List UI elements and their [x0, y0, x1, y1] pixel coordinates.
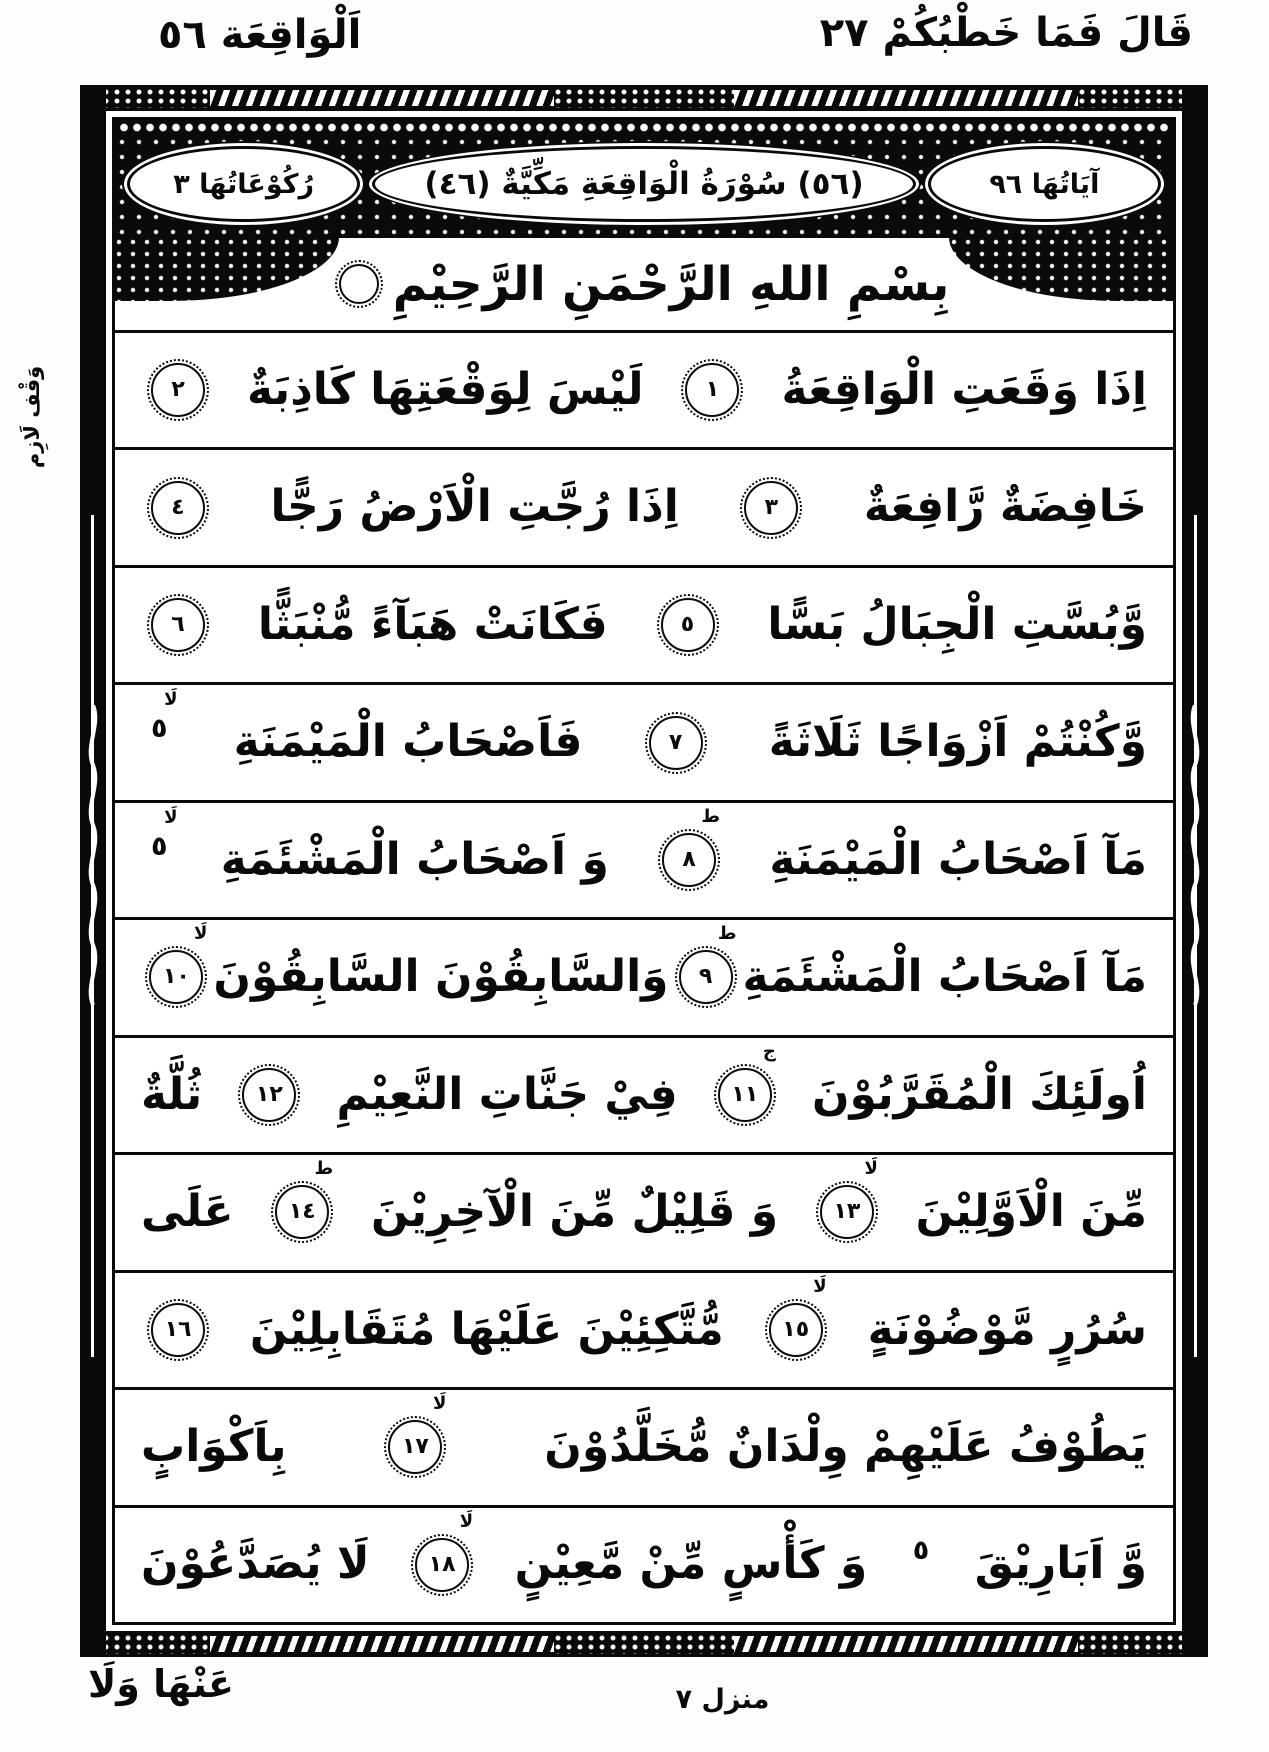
aya-number: ١١ [731, 1081, 759, 1107]
aya-number-circle [820, 1158, 878, 1239]
aya-number: ٧ [668, 729, 683, 755]
aya-number: ٤ [171, 494, 185, 520]
small-stop-mark [151, 806, 178, 862]
bismillah-text: بِسْمِ اللهِ الرَّحْمَنِ الرَّحِيْمِ [392, 256, 950, 312]
verse-text: وَ اَصْحَابُ الْمَشْئَمَةِ [220, 833, 609, 885]
aya-number: ١٢ [255, 1081, 283, 1107]
aya-number: ١٧ [401, 1434, 429, 1460]
waqf-mark: لَا [813, 1275, 827, 1297]
aya-number-circle [388, 1393, 447, 1474]
verse-text: لَيْسَ لِوَقْعَتِهَا كَاذِبَةٌ [247, 363, 644, 415]
bead-row-ornament [118, 122, 1170, 133]
verse-text: وَالسَّابِقُوْنَ السَّابِقُوْنَ [213, 951, 669, 1003]
verse-text: فِيْ جَنَّاتِ النَّعِيْمِ [336, 1068, 678, 1120]
small-stop-mark [151, 689, 178, 745]
corner-ornament-icon [949, 237, 1174, 301]
quran-line [115, 447, 1173, 564]
aya-number-circle [415, 1510, 474, 1592]
aya-number: ١٠ [162, 964, 190, 990]
aya-number-circle [151, 598, 205, 652]
text-area-frame [112, 117, 1176, 1625]
aya-number: ٥ [680, 612, 695, 638]
quran-line [115, 1387, 1173, 1504]
waqf-mark: لَا [432, 1393, 447, 1415]
ayat-count-cartouche [928, 146, 1161, 222]
verse-text: بِاَكْوَابٍ [141, 1421, 287, 1472]
aya-number-circle [151, 363, 205, 417]
verse-text: فَاَصْحَابُ الْمَيْمَنَةِ [233, 716, 583, 768]
verse-text: وَّبُسَّتِ الْجِبَالُ بَسًّا [767, 598, 1147, 650]
aya-number: ١٣ [833, 1199, 861, 1225]
waqf-mark: ط [314, 1158, 334, 1180]
small-stop-glyph: ٥ [912, 1535, 930, 1567]
verse-text: مَآ اَصْحَابُ الْمَيْمَنَةِ [769, 833, 1147, 885]
vine-ornament-icon [1186, 705, 1204, 1005]
aya-number-circle [662, 806, 721, 887]
verse-text: وَ كَأْسٍ مِّنْ مَّعِيْنٍ [514, 1538, 868, 1590]
small-stop-glyph: ٥ [151, 713, 168, 745]
rukuat-count-label: رُكُوْعَاتُهَا ٣ [173, 168, 315, 200]
aya-number-circle [769, 1275, 827, 1357]
bismillah [339, 257, 949, 312]
small-stop-glyph: ٥ [151, 830, 168, 862]
page-header-surah-label: اَلْوَاقِعَة ٥٦ [158, 12, 362, 58]
bottom-border-ornament [80, 1631, 1208, 1657]
waqf-mark: ط [701, 806, 721, 828]
page-header-juz-label: قَالَ فَمَا خَطْبُكُمْ ٢٧ [819, 10, 1193, 56]
aya-number: ٨ [682, 847, 696, 873]
small-stop-mark [913, 1535, 929, 1566]
quran-line [115, 800, 1173, 917]
aya-number: ٩ [698, 964, 713, 990]
verse-text: فَكَانَتْ هَبَآءً مُّنْبَثًّا [257, 598, 608, 650]
aya-number-circle [679, 923, 737, 1004]
aya-number-circle [242, 1068, 296, 1122]
aya-number-circle [275, 1158, 334, 1239]
ayat-count-label: آيَاتُهَا ٩٦ [989, 168, 1100, 200]
waqf-mark: لَا [164, 806, 178, 828]
top-border-ornament [80, 85, 1208, 111]
verse-text: خَافِضَةٌ رَّافِعَةٌ [863, 481, 1147, 533]
aya-number: ٢ [171, 377, 185, 403]
quran-line [115, 682, 1173, 799]
verse-text: مُّتَّكِئِيْنَ عَلَيْهَا مُتَقَابِلِيْنَ [249, 1303, 724, 1355]
quran-line [115, 1505, 1173, 1622]
rope-stripe-ornament [210, 90, 554, 106]
aya-number: ١٤ [288, 1199, 316, 1225]
surah-name-label: (٥٦) سُوْرَةُ الْوَاقِعَةِ مَكِّيَّةٌ (٤٦) [424, 166, 864, 202]
waqf-mark: لَا [164, 689, 178, 711]
floral-ornament-icon [554, 1634, 734, 1654]
waqf-mark: لَا [194, 923, 208, 945]
floral-ornament-icon [554, 88, 734, 108]
rope-stripe-ornament [734, 90, 1078, 106]
quran-line [115, 1270, 1173, 1387]
rukuat-count-cartouche [127, 146, 360, 222]
verse-text: سُرُرٍ مَّوْضُوْنَةٍ [867, 1303, 1147, 1355]
surah-name-cartouche [372, 146, 915, 222]
corner-ornament-icon [114, 237, 339, 301]
quran-line [115, 565, 1173, 682]
aya-number: ١ [705, 377, 720, 403]
aya-number: ١٥ [782, 1316, 810, 1342]
verse-text: ثُلَّةٌ [141, 1068, 203, 1120]
aya-number-circle [718, 1040, 776, 1122]
page-frame [80, 85, 1208, 1657]
verse-text: يَطُوْفُ عَلَيْهِمْ وِلْدَانٌ مُّخَلَّدُوْنَ [544, 1421, 1147, 1472]
verse-text: وَّ اَبَارِيْقَ [974, 1538, 1147, 1590]
waqf-mark: لَا [864, 1158, 878, 1180]
quran-text-lines [115, 330, 1173, 1622]
bismillah-row [115, 238, 1173, 330]
waqf-mark: ج [762, 1040, 776, 1062]
quran-line [115, 330, 1173, 447]
verse-text: اُولَئِكَ الْمُقَرَّبُوْنَ [811, 1068, 1147, 1120]
verse-text: لَا يُصَدَّعُوْنَ [141, 1538, 370, 1590]
aya-number-circle [149, 923, 208, 1004]
catchword: عَنْهَا وَلَا [88, 1662, 234, 1706]
margin-waqf-note-text: وَقْف لَازِم [20, 365, 44, 469]
waqf-mark: لَا [459, 1510, 474, 1532]
manzil-label: منزل ٧ [675, 1684, 770, 1715]
verse-text: مِّنَ الْاَوَّلِيْنَ [915, 1186, 1147, 1238]
aya-number-circle [744, 481, 798, 535]
aya-number-circle [685, 363, 739, 417]
verse-text: اِذَا وَقَعَتِ الْوَاقِعَةُ [781, 363, 1147, 415]
aya-number-circle [661, 598, 715, 652]
rope-stripe-ornament [734, 1636, 1078, 1652]
quran-line [115, 1152, 1173, 1269]
verse-text: وَ قَلِيْلٌ مِّنَ الْآخِرِيْنَ [370, 1186, 779, 1238]
margin-waqf-note [20, 328, 58, 506]
verse-text: مَآ اَصْحَابُ الْمَشْئَمَةِ [742, 951, 1147, 1003]
vine-ornament-icon [84, 705, 102, 1005]
rosette-icon [339, 264, 379, 304]
aya-number-circle [151, 481, 205, 535]
aya-number: ٦ [171, 612, 185, 638]
waqf-mark: ط [717, 923, 737, 945]
verse-text: وَّكُنْتُمْ اَزْوَاجًا ثَلَاثَةً [768, 716, 1147, 768]
quran-line [115, 917, 1173, 1034]
aya-number-circle [151, 1303, 205, 1357]
aya-number: ٣ [764, 494, 779, 520]
aya-number: ١٦ [164, 1316, 192, 1342]
quran-line [115, 1035, 1173, 1152]
rope-stripe-ornament [210, 1636, 554, 1652]
aya-number: ١٨ [428, 1551, 456, 1577]
surah-title-band [115, 120, 1173, 238]
aya-number-circle [649, 716, 703, 770]
verse-text: اِذَا رُجَّتِ الْاَرْضُ رَجًّا [270, 481, 679, 533]
verse-text: عَلَى [141, 1186, 234, 1238]
